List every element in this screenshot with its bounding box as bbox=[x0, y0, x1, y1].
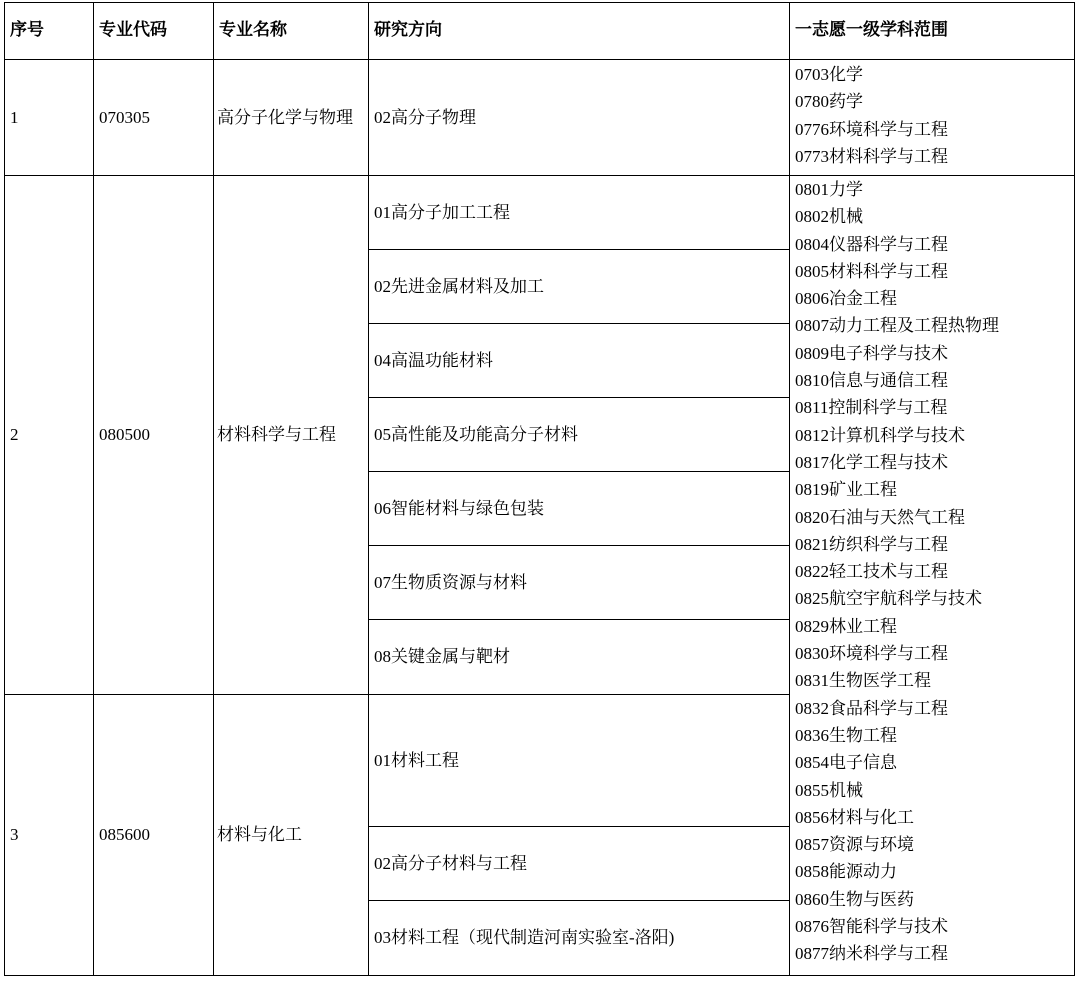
scope-item: 0821纺织科学与工程 bbox=[795, 534, 948, 554]
scope-item: 0836生物工程 bbox=[795, 725, 897, 745]
row1-code: 070305 bbox=[99, 107, 150, 127]
scope-item: 0856材料与化工 bbox=[795, 807, 914, 827]
scope-item: 0806冶金工程 bbox=[795, 289, 897, 309]
scope-item: 0854电子信息 bbox=[795, 753, 897, 773]
row2-direction: 02先进金属材料及加工 bbox=[374, 276, 544, 296]
scope-item: 0860生物与医药 bbox=[795, 889, 914, 909]
row1-seq: 1 bbox=[10, 107, 19, 127]
row2-direction: 01高分子加工工程 bbox=[374, 202, 510, 222]
header-name: 专业名称 bbox=[219, 20, 287, 40]
scope-item: 0780药学 bbox=[795, 92, 863, 112]
scope-item: 0857资源与环境 bbox=[795, 835, 914, 855]
scope-item: 0820石油与天然气工程 bbox=[795, 507, 965, 527]
scope-item: 0825航空宇航科学与技术 bbox=[795, 589, 982, 609]
header-scope: 一志愿一级学科范围 bbox=[795, 20, 948, 40]
scope-item: 0858能源动力 bbox=[795, 862, 897, 882]
scope-item: 0773材料科学与工程 bbox=[795, 146, 948, 166]
row2-direction: 08关键金属与靶材 bbox=[374, 647, 510, 666]
scope-item: 0812计算机科学与技术 bbox=[795, 425, 965, 445]
row3-direction: 02高分子材料与工程 bbox=[374, 853, 527, 873]
row1-major-name: 高分子化学与物理 bbox=[217, 107, 353, 127]
scope-list-row2-3 bbox=[795, 176, 999, 968]
row3-code: 085600 bbox=[99, 825, 150, 844]
scope-item: 0807动力工程及工程热物理 bbox=[795, 316, 999, 336]
scope-item: 0819矿业工程 bbox=[795, 480, 897, 500]
row2-direction: 07生物质资源与材料 bbox=[374, 572, 527, 592]
scope-item: 0811控制科学与工程 bbox=[795, 398, 948, 418]
row2-direction: 05高性能及功能高分子材料 bbox=[374, 424, 578, 444]
row3-direction: 03材料工程（现代制造河南实验室-洛阳) bbox=[374, 928, 675, 947]
scope-item: 0776环境科学与工程 bbox=[795, 119, 948, 139]
scope-item: 0817化学工程与技术 bbox=[795, 452, 948, 472]
scope-item: 0801力学 bbox=[795, 180, 863, 199]
row1-direction: 02高分子物理 bbox=[374, 107, 476, 127]
scope-list-row1 bbox=[795, 61, 948, 170]
scope-item: 0804仪器科学与工程 bbox=[795, 234, 948, 254]
scope-item: 0809电子科学与技术 bbox=[795, 343, 948, 363]
scope-item: 0805材料科学与工程 bbox=[795, 261, 948, 281]
scope-item: 0830环境科学与工程 bbox=[795, 644, 948, 664]
scope-item: 0822轻工技术与工程 bbox=[795, 562, 948, 582]
row2-direction: 06智能材料与绿色包装 bbox=[374, 498, 544, 518]
row2-seq: 2 bbox=[10, 425, 19, 444]
scope-item: 0877纳米科学与工程 bbox=[795, 944, 948, 964]
header-code: 专业代码 bbox=[99, 20, 167, 40]
scope-item: 0703化学 bbox=[795, 65, 863, 84]
scope-item: 0829林业工程 bbox=[795, 616, 897, 636]
row2-major-name: 材料科学与工程 bbox=[217, 425, 336, 444]
row3-direction: 01材料工程 bbox=[374, 750, 459, 770]
row2-code: 080500 bbox=[99, 425, 150, 444]
scope-item: 0876智能科学与技术 bbox=[795, 917, 948, 937]
scope-item: 0802机械 bbox=[795, 207, 863, 227]
header-seq: 序号 bbox=[10, 20, 44, 40]
scope-item: 0832食品科学与工程 bbox=[795, 698, 948, 718]
row2-direction: 04高温功能材料 bbox=[374, 350, 493, 370]
row3-seq: 3 bbox=[10, 825, 19, 844]
row3-major-name: 材料与化工 bbox=[217, 825, 302, 844]
scope-item: 0831生物医学工程 bbox=[795, 671, 931, 691]
scope-item: 0855机械 bbox=[795, 780, 863, 800]
header-direction: 研究方向 bbox=[374, 20, 442, 40]
scope-item: 0810信息与通信工程 bbox=[795, 371, 948, 391]
